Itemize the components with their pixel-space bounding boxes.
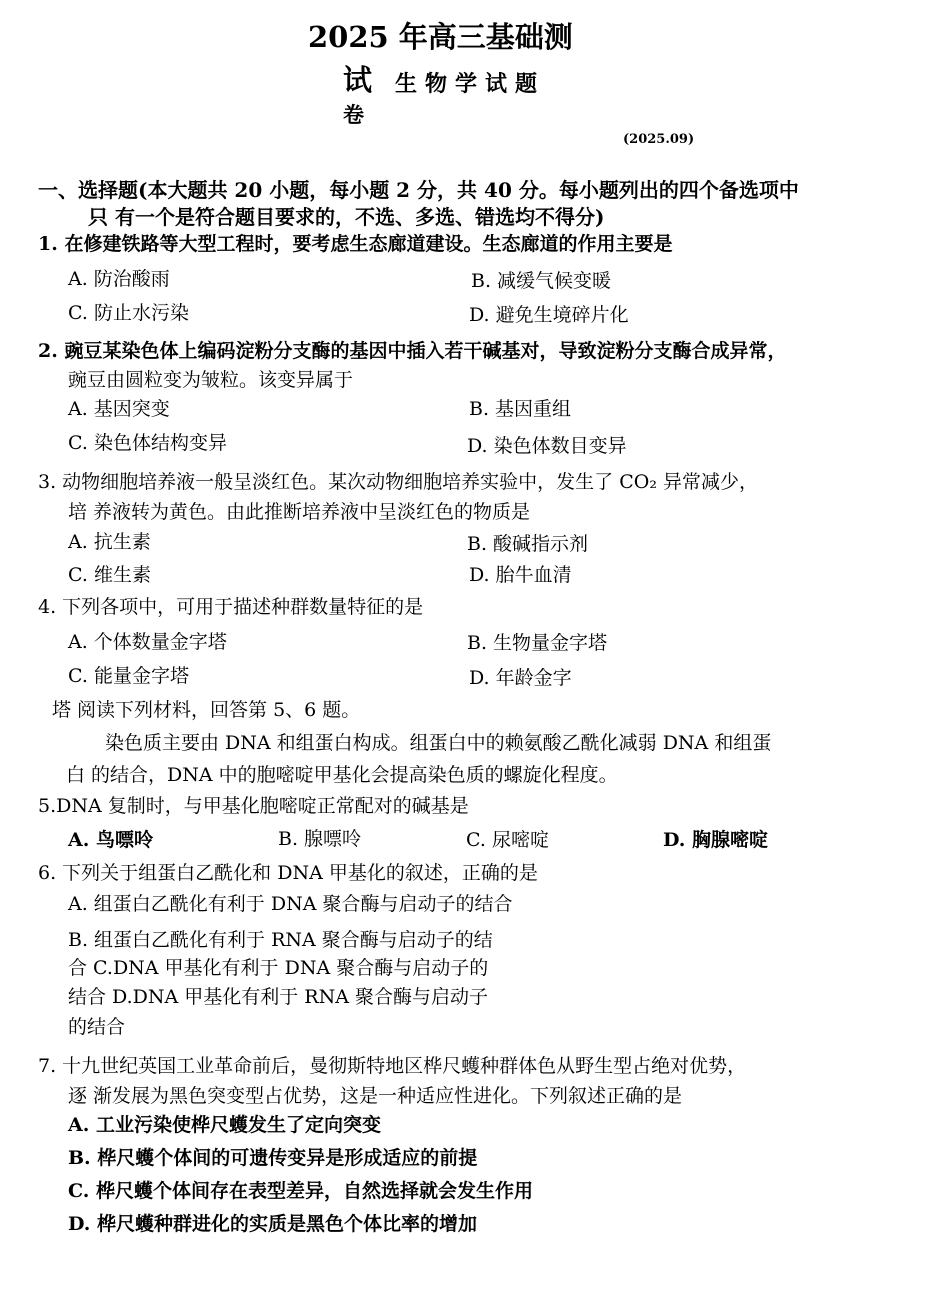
question-4-option-a: A. 个体数量金字塔 bbox=[68, 631, 227, 653]
question-5-option-b: B. 腺嘌呤 bbox=[278, 828, 362, 850]
question-5-option-c: C. 尿嘧啶 bbox=[466, 829, 549, 851]
question-4-option-b: B. 生物量金字塔 bbox=[467, 632, 608, 654]
question-4-stem: 4. 下列各项中，可用于描述种群数量特征的是 bbox=[38, 596, 424, 618]
question-5-stem: 5.DNA 复制时，与甲基化胞嘧啶正常配对的碱基是 bbox=[38, 795, 469, 817]
question-2-option-d: D. 染色体数目变异 bbox=[467, 435, 627, 457]
question-6-stem: 6. 下列关于组蛋白乙酰化和 DNA 甲基化的叙述，正确的是 bbox=[38, 862, 538, 884]
question-2-stem-line2: 豌豆由圆粒变为皱粒。该变异属于 bbox=[68, 369, 354, 391]
question-1-option-b: B. 减缓气候变暖 bbox=[471, 270, 612, 292]
question-2-option-a: A. 基因突变 bbox=[68, 398, 170, 420]
exam-date: (2025.09) bbox=[623, 132, 695, 147]
question-7-stem-line2: 逐 渐发展为黑色突变型占优势，这是一种适应性进化。下列叙述正确的是 bbox=[68, 1085, 683, 1107]
question-6-option-b-line2: 合 C.DNA 甲基化有利于 DNA 聚合酶与启动子的 bbox=[68, 957, 489, 979]
material-intro: 塔 阅读下列材料，回答第 5、6 题。 bbox=[52, 699, 361, 721]
question-5-option-a: A. 鸟嘌呤 bbox=[68, 829, 153, 851]
question-7-option-a: A. 工业污染使桦尺蠖发生了定向突变 bbox=[68, 1114, 381, 1136]
material-paragraph-line1: 染色质主要由 DNA 和组蛋白构成。组蛋白中的赖氨酸乙酰化减弱 DNA 和组蛋 bbox=[105, 732, 772, 754]
question-3-option-b: B. 酸碱指示剂 bbox=[467, 533, 589, 555]
section-heading-line2: 只 有一个是符合题目要求的，不选、多选、错选均不得分) bbox=[88, 205, 605, 229]
question-6-option-b-line4: 的结合 bbox=[68, 1016, 126, 1038]
question-7-option-b: B. 桦尺蠖个体间的可遗传变异是形成适应的前提 bbox=[68, 1147, 478, 1169]
question-2-option-b: B. 基因重组 bbox=[469, 398, 572, 420]
section-heading-line1: 一、选择题(本大题共 20 小题，每小题 2 分，共 40 分。每小题列出的四个备选项中 bbox=[38, 178, 799, 202]
question-1-option-a: A. 防治酸雨 bbox=[68, 268, 170, 290]
question-2-stem-line1: 2. 豌豆某染色体上编码淀粉分支酶的基因中插入若干碱基对，导致淀粉分支酶合成异常， bbox=[38, 340, 787, 362]
question-4-option-c: C. 能量金字塔 bbox=[68, 665, 189, 687]
question-6-option-b-line3: 结合 D.DNA 甲基化有利于 RNA 聚合酶与启动子 bbox=[68, 986, 488, 1008]
question-3-option-c: C. 维生素 bbox=[68, 564, 151, 586]
question-3-stem-line1: 3. 动物细胞培养液一般呈淡红色。某次动物细胞培养实验中，发生了 CO₂ 异常减少， bbox=[38, 471, 758, 493]
exam-title-line3: 卷 bbox=[343, 102, 364, 127]
question-3-option-d: D. 胎牛血清 bbox=[469, 564, 572, 586]
question-7-option-c: C. 桦尺蠖个体间存在表型差异，自然选择就会发生作用 bbox=[68, 1180, 534, 1202]
question-1-stem: 1. 在修建铁路等大型工程时，要考虑生态廊道建设。生态廊道的作用主要是 bbox=[38, 233, 673, 255]
question-5-option-d: D. 胸腺嘧啶 bbox=[663, 829, 769, 851]
question-4-option-d: D. 年龄金字 bbox=[469, 667, 572, 689]
question-6-option-b-line1: B. 组蛋白乙酰化有利于 RNA 聚合酶与启动子的结 bbox=[68, 929, 493, 951]
question-7-option-d: D. 桦尺蠖种群进化的实质是黑色个体比率的增加 bbox=[68, 1213, 478, 1235]
question-6-option-a: A. 组蛋白乙酰化有利于 DNA 聚合酶与启动子的结合 bbox=[68, 893, 513, 915]
exam-title-line1: 2025 年高三基础测 bbox=[308, 20, 573, 54]
question-1-option-c: C. 防止水污染 bbox=[68, 302, 189, 324]
question-2-option-c: C. 染色体结构变异 bbox=[68, 432, 227, 454]
question-3-stem-line2: 培 养液转为黄色。由此推断培养液中呈淡红色的物质是 bbox=[68, 501, 531, 523]
question-7-stem-line1: 7. 十九世纪英国工业革命前后，曼彻斯特地区桦尺蠖种群体色从野生型占绝对优势， bbox=[38, 1055, 747, 1077]
question-1-option-d: D. 避免生境碎片化 bbox=[469, 304, 629, 326]
exam-title-line2-char: 试 bbox=[343, 63, 373, 97]
question-3-option-a: A. 抗生素 bbox=[68, 531, 151, 553]
exam-subject-title: 生物学试题 bbox=[395, 71, 546, 97]
material-paragraph-line2: 白 的结合，DNA 中的胞嘧啶甲基化会提高染色质的螺旋化程度。 bbox=[66, 764, 618, 786]
